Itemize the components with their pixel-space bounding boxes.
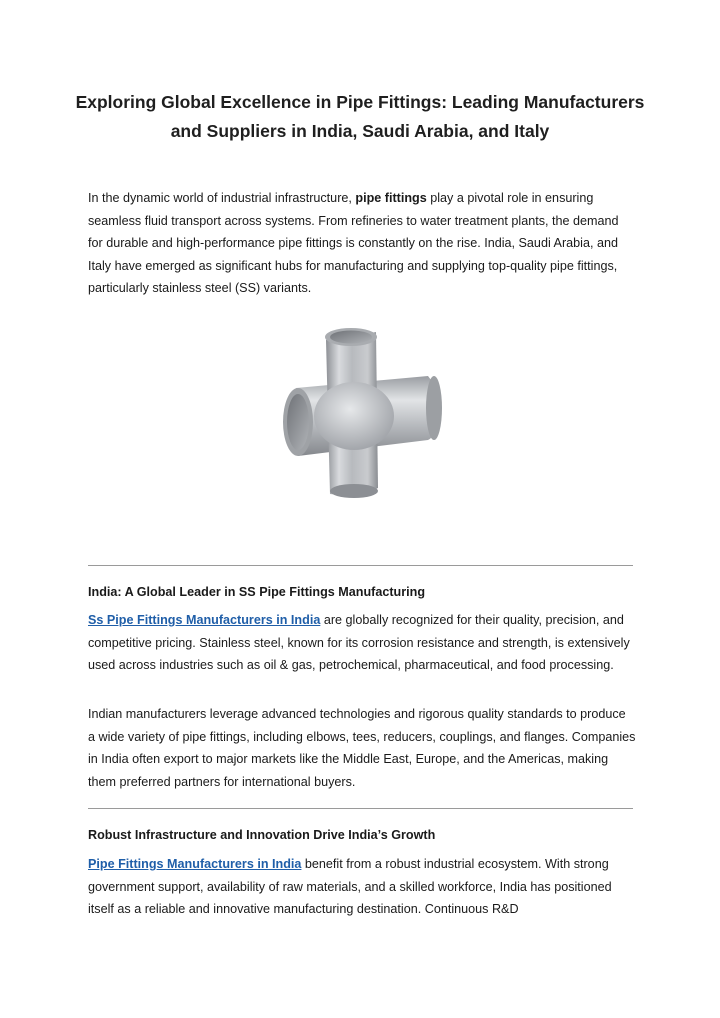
section1-paragraph-1 [88, 609, 636, 677]
section1-paragraph-1-text: are globally recognized for their quality, precision, and competitive pricing. Stainless steel, known for its corrosion resistance and strength, is extensively used across industries such as oil & gas, petrochemical, pharmaceutical, and food processing. [88, 613, 630, 673]
pipe-cross-fitting-image [268, 318, 454, 508]
section2-paragraph-1-text: benefit from a robust industrial ecosystem. With strong government support, availability of raw materials, and a skilled workforce, India has positioned itself as a reliable and innovative manufacturing destination. Continuous R&D [88, 857, 612, 917]
pipe-fittings-india-link[interactable]: Pipe Fittings Manufacturers in India [88, 857, 302, 871]
intro-text-start: In the dynamic world of industrial infrastructure, [88, 191, 356, 205]
intro-paragraph [88, 187, 636, 300]
section2-paragraph-1 [88, 853, 636, 921]
section-heading: Robust Infrastructure and Innovation Drive India’s Growth [88, 828, 436, 842]
ss-pipe-fittings-india-link[interactable]: Ss Pipe Fittings Manufacturers in India [88, 613, 321, 627]
section-divider [88, 808, 633, 809]
page-title [60, 88, 660, 146]
intro-text-rest: play a pivotal role in ensuring seamless fluid transport across systems. From refineries to water treatment plants, the demand for durable and high-performance pipe fittings is constantly on the rise. India, Saudi Arabia, and Italy have emerged as significant hubs for manufacturing and supplying top-quality pipe fittings, particularly stainless steel (SS) variants. [88, 191, 619, 296]
page-title-line-2: and Suppliers in India, Saudi Arabia, and Italy [170, 121, 550, 141]
section-divider [88, 565, 633, 566]
section-heading: India: A Global Leader in SS Pipe Fittings Manufacturing [88, 585, 426, 599]
intro-bold-term: pipe fittings [355, 191, 427, 205]
pipe-cross-illustration [268, 318, 454, 508]
section1-paragraph-2: Indian manufacturers leverage advanced technologies and rigorous quality standards to produce a wide variety of pipe fittings, including elbows, tees, reducers, couplings, and flanges. Companies in India often export to major markets like the Middle East, Europe, and the Americas, making them preferred partners for international buyers. [88, 707, 636, 789]
page-title-line-1: Exploring Global Excellence in Pipe Fittings: Leading Manufacturers [75, 92, 645, 112]
